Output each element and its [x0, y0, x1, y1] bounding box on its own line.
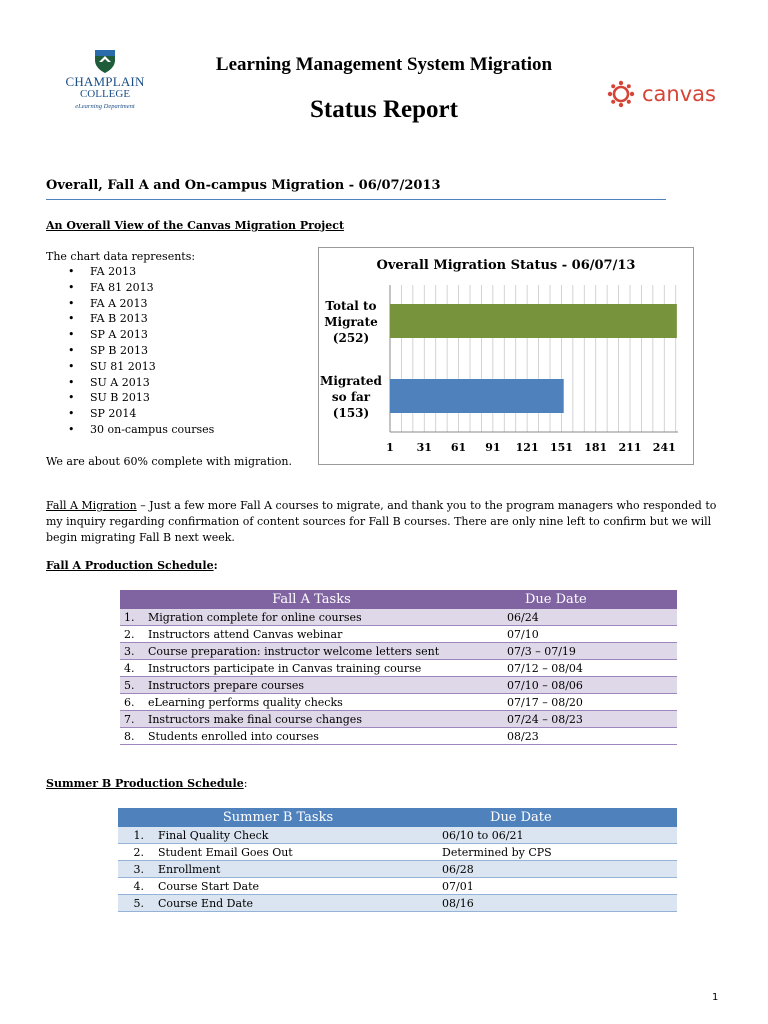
- task-cell: eLearning performs quality checks: [144, 694, 503, 711]
- bullet-item: • FA A 2013: [46, 296, 214, 312]
- logo-name-line1: CHAMPLAIN: [65, 74, 145, 89]
- fall-a-schedule-heading: Fall A Production Schedule: [46, 559, 214, 572]
- category-label-line: (252): [332, 331, 370, 345]
- due-date-cell: 07/24 – 08/23: [503, 711, 677, 728]
- summer-b-schedule-colon: :: [243, 777, 248, 790]
- row-number: 1.: [120, 609, 144, 626]
- table-header-row: [120, 590, 677, 609]
- chart-bar: [390, 379, 564, 413]
- chart-plot: [318, 247, 694, 465]
- table-header-row: [118, 808, 677, 827]
- fall-a-schedule-table: [120, 590, 677, 745]
- due-date-cell: 07/10: [503, 626, 677, 643]
- chart-tick-label: 61: [450, 441, 467, 454]
- task-cell: Enrollment: [154, 861, 438, 878]
- section-heading: Overall, Fall A and On-campus Migration - 06/07/2013: [46, 178, 441, 193]
- chart-tick-label: 241: [652, 441, 676, 454]
- due-date-cell: 07/10 – 08/06: [503, 677, 677, 694]
- task-cell: Course Start Date: [154, 878, 438, 895]
- due-date-cell: 07/01: [438, 878, 677, 895]
- row-number: 2.: [118, 844, 154, 861]
- category-label-line: Total to: [325, 299, 377, 313]
- bullet-item: • 30 on-campus courses: [46, 422, 214, 438]
- table-row: [118, 827, 677, 844]
- task-cell: Student Email Goes Out: [154, 844, 438, 861]
- champlain-college-logo: [60, 48, 150, 110]
- due-date-cell: 08/16: [438, 895, 677, 912]
- fall-a-text: – Just a few more Fall A courses to migrate, and thank you to the program managers who responded to my inquiry regarding confirmation of content sources for Fall B courses. There are only nine left to confirm but we will begin migrating Fall B next week.: [46, 499, 717, 544]
- fall-a-lead: Fall A Migration: [46, 499, 137, 512]
- overview-subheading: An Overall View of the Canvas Migration Project: [46, 219, 345, 232]
- row-number: 7.: [120, 711, 144, 728]
- row-number: 8.: [120, 728, 144, 745]
- row-number: 5.: [120, 677, 144, 694]
- report-subtitle: Status Report: [310, 96, 458, 123]
- fall-a-schedule-heading-row: [46, 559, 218, 572]
- due-date-cell: 06/10 to 06/21: [438, 827, 677, 844]
- task-cell: Students enrolled into courses: [144, 728, 503, 745]
- table-row: [118, 861, 677, 878]
- table-row: [120, 626, 677, 643]
- due-date-cell: 07/12 – 08/04: [503, 660, 677, 677]
- table-row: [120, 609, 677, 626]
- page-number: 1: [712, 992, 719, 1003]
- canvas-logo-icon: [606, 79, 636, 109]
- canvas-logo-word: canvas: [642, 82, 716, 106]
- category-label-line: so far: [331, 390, 371, 404]
- row-number: 3.: [120, 643, 144, 660]
- table-row: [120, 660, 677, 677]
- due-date-cell: 06/24: [503, 609, 677, 626]
- chart-tick-label: 121: [515, 441, 539, 454]
- row-number: 4.: [120, 660, 144, 677]
- due-date-cell: Determined by CPS: [438, 844, 677, 861]
- row-number: 5.: [118, 895, 154, 912]
- bullet-item: • SP B 2013: [46, 343, 214, 359]
- due-date-cell: 06/28: [438, 861, 677, 878]
- category-label-line: Migrated: [320, 374, 382, 388]
- overview-summary: We are about 60% complete with migration.: [46, 455, 293, 468]
- overview-intro: The chart data represents:: [46, 250, 196, 263]
- row-number: 1.: [118, 827, 154, 844]
- task-cell: Instructors prepare courses: [144, 677, 503, 694]
- due-date-cell: 07/3 – 07/19: [503, 643, 677, 660]
- row-number: 3.: [118, 861, 154, 878]
- logo-name-line2: COLLEGE: [79, 88, 131, 100]
- category-label-line: Migrate: [324, 315, 378, 329]
- task-cell: Course preparation: instructor welcome letters sent: [144, 643, 503, 660]
- fall-a-header-due: Due Date: [503, 590, 677, 609]
- table-row: [118, 895, 677, 912]
- row-number: 2.: [120, 626, 144, 643]
- table-row: [118, 878, 677, 895]
- row-number: 6.: [120, 694, 144, 711]
- fall-a-header-task: Fall A Tasks: [120, 590, 503, 609]
- chart-tick-label: 91: [485, 441, 501, 454]
- table-row: [120, 694, 677, 711]
- bullet-item: • SU 81 2013: [46, 359, 214, 375]
- task-cell: Migration complete for online courses: [144, 609, 503, 626]
- bullet-item: • FA 2013: [46, 264, 214, 280]
- due-date-cell: 08/23: [503, 728, 677, 745]
- summer-b-schedule-heading-row: [46, 777, 247, 790]
- bullet-item: • FA 81 2013: [46, 280, 214, 296]
- chart-tick-label: 181: [584, 441, 608, 454]
- chart-tick-label: 1: [386, 441, 394, 454]
- chart-tick-label: 31: [416, 441, 432, 454]
- chart-title: Overall Migration Status - 06/07/13: [376, 258, 636, 273]
- table-row: [120, 677, 677, 694]
- fall-a-schedule-colon: :: [213, 559, 218, 572]
- chart-tick-label: 211: [618, 441, 642, 454]
- category-label-line: (153): [332, 406, 370, 420]
- task-cell: Course End Date: [154, 895, 438, 912]
- task-cell: Instructors participate in Canvas training course: [144, 660, 503, 677]
- chart-bar: [390, 304, 677, 338]
- table-row: [120, 728, 677, 745]
- canvas-logo: [606, 79, 716, 109]
- summer-b-header-due: Due Date: [438, 808, 677, 827]
- fall-a-paragraph: [46, 498, 726, 545]
- logo-department: eLearning Department: [75, 103, 135, 110]
- shield-icon: [93, 48, 117, 74]
- table-row: [120, 711, 677, 728]
- bullet-item: • SU A 2013: [46, 375, 214, 391]
- summer-b-header-task: Summer B Tasks: [118, 808, 438, 827]
- chart-tick-label: 151: [549, 441, 573, 454]
- section-divider: [46, 199, 666, 200]
- table-row: [120, 643, 677, 660]
- overview-bullet-list: [46, 264, 214, 438]
- report-title: Learning Management System Migration: [215, 54, 553, 75]
- task-cell: Instructors make final course changes: [144, 711, 503, 728]
- due-date-cell: 07/17 – 08/20: [503, 694, 677, 711]
- bullet-item: • SP 2014: [46, 406, 214, 422]
- task-cell: Instructors attend Canvas webinar: [144, 626, 503, 643]
- bullet-item: • SU B 2013: [46, 390, 214, 406]
- bullet-item: • SP A 2013: [46, 327, 214, 343]
- task-cell: Final Quality Check: [154, 827, 438, 844]
- summer-b-schedule-heading: Summer B Production Schedule: [46, 777, 244, 790]
- row-number: 4.: [118, 878, 154, 895]
- summer-b-schedule-table: [118, 808, 677, 912]
- bullet-item: • FA B 2013: [46, 311, 214, 327]
- table-row: [118, 844, 677, 861]
